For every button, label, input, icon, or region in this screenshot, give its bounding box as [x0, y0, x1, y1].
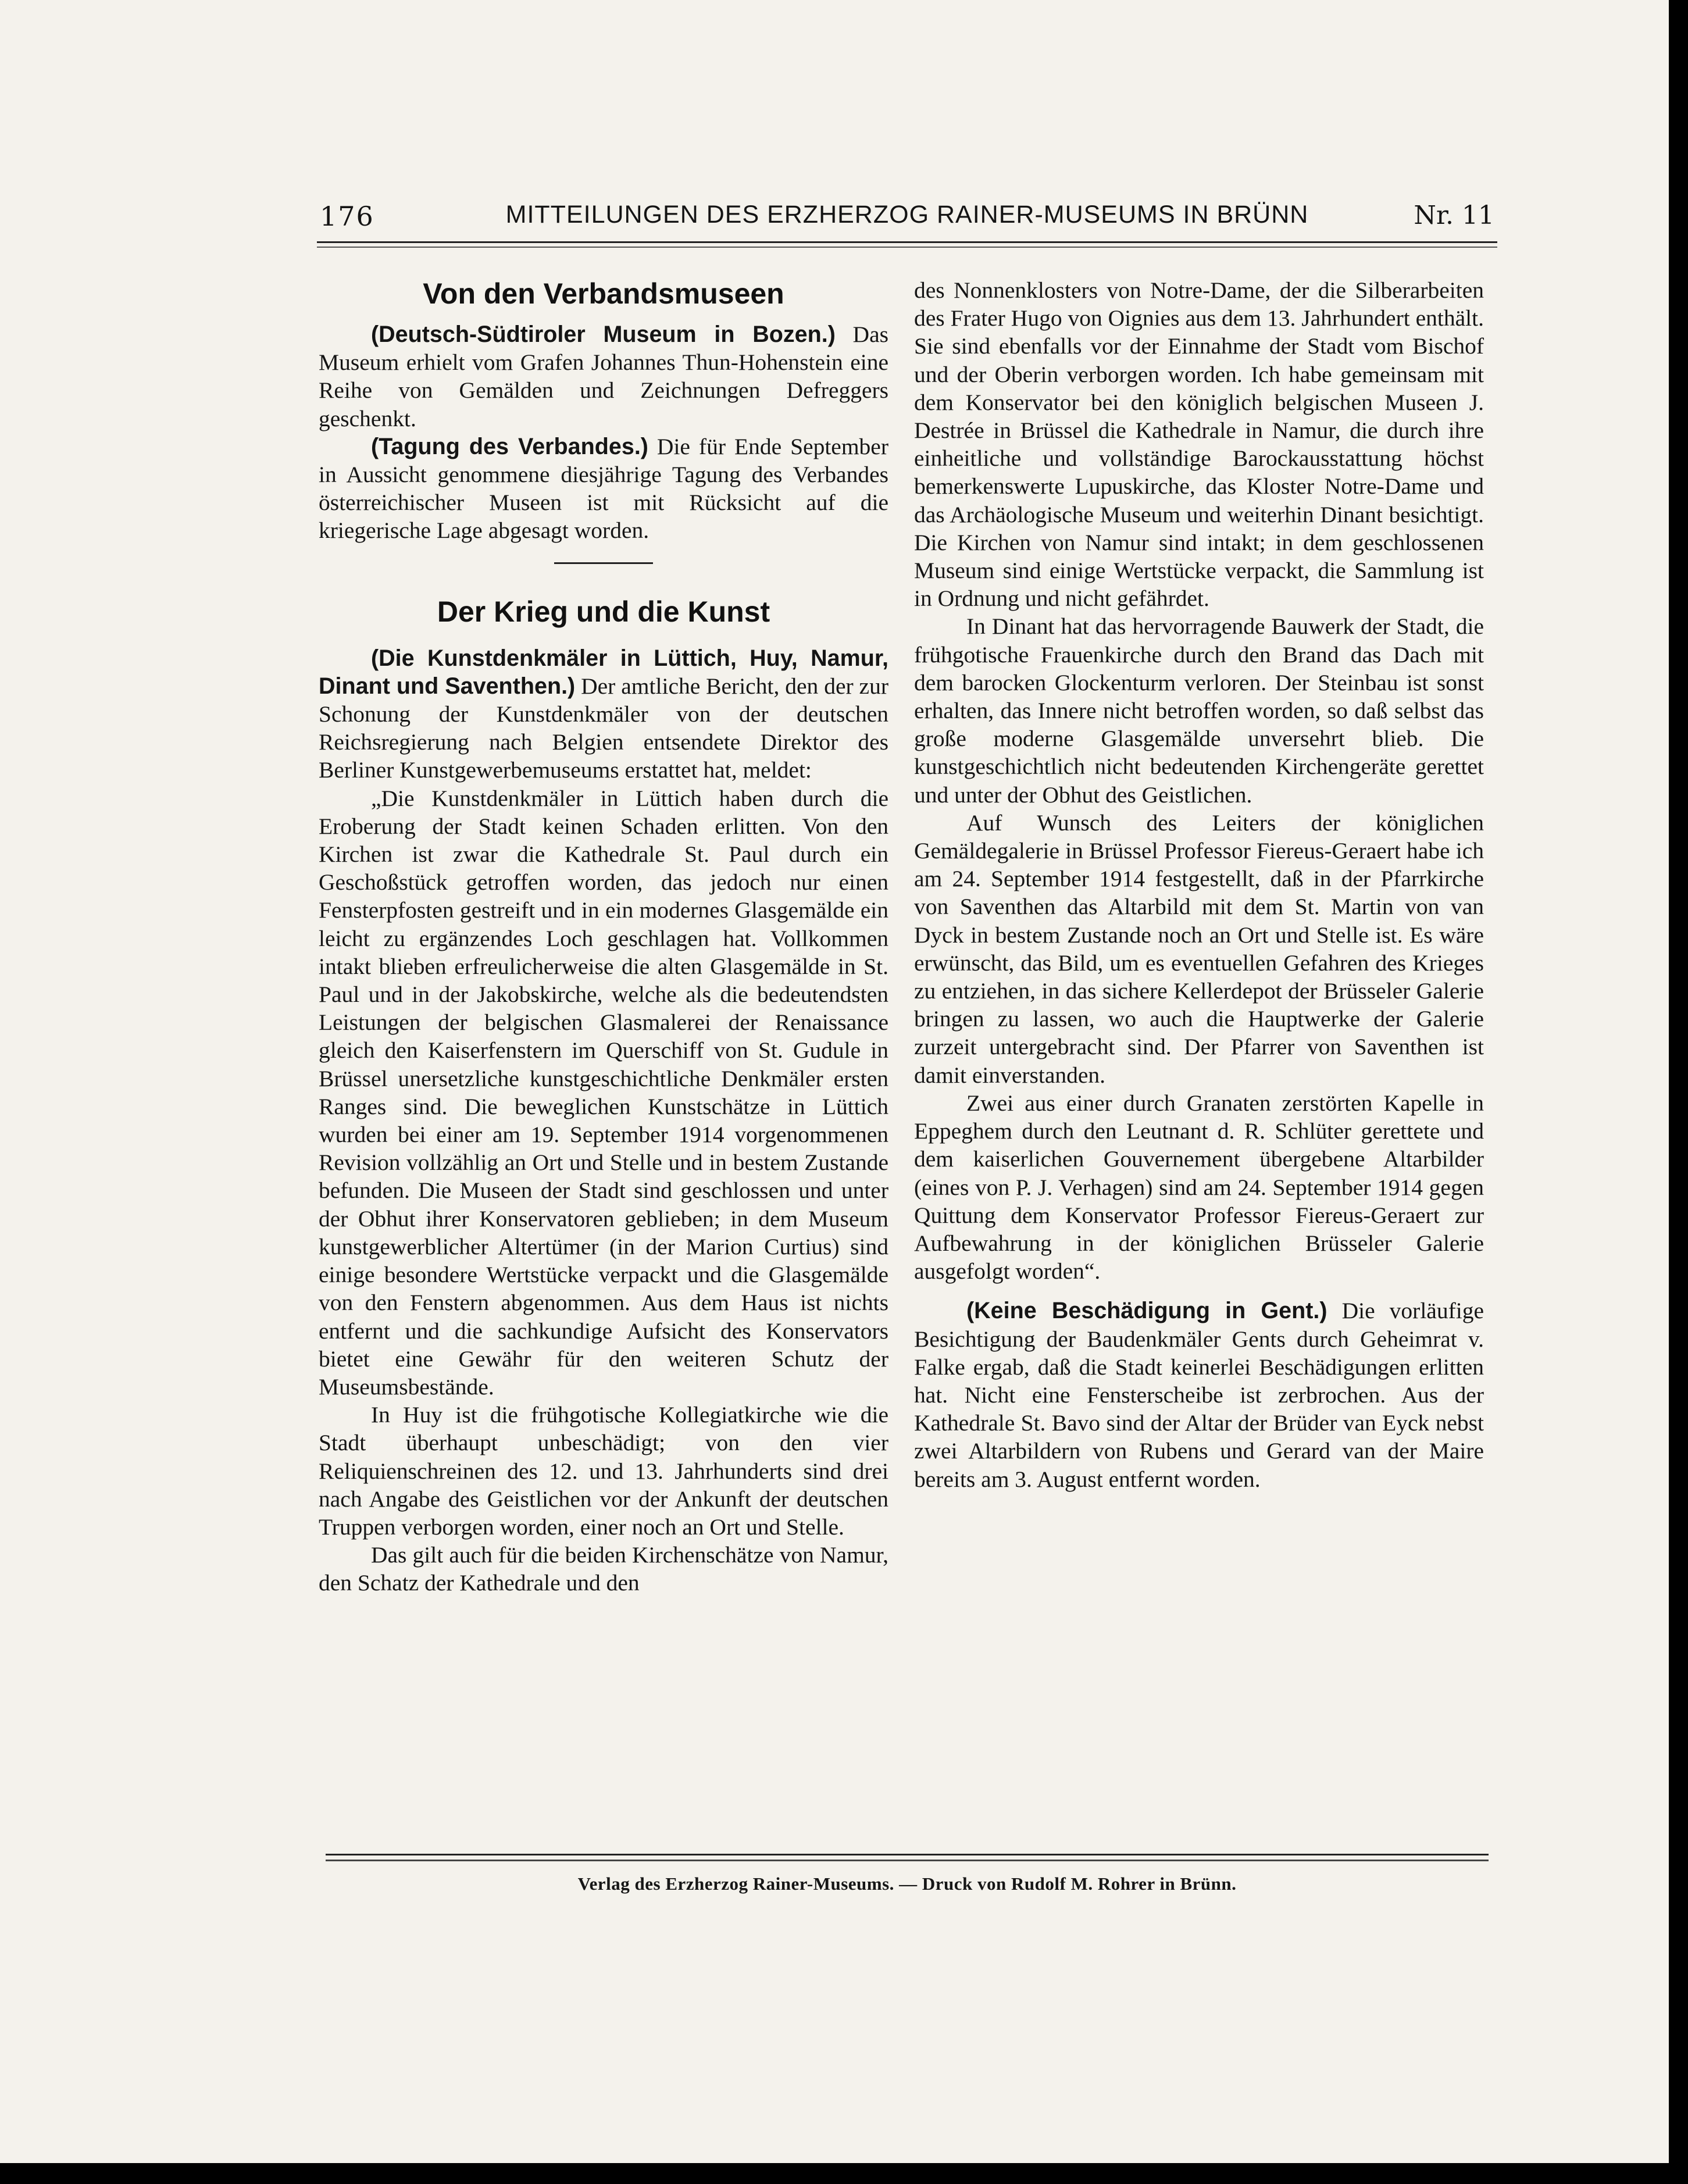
paragraph: In Huy ist die frühgotische Kollegiatkirche wie die Stadt überhaupt unbeschädigt; von den vier Reliquienschreinen des 12. und 13. Jahrhunderts sind drei nach Angabe des Geistlichen vor der Ankunft der deutschen Truppen verborgen worden, einer noch an Ort und Stelle.: [319, 1402, 888, 1540]
paragraph: (Tagung des Verbandes.) Die für Ende September in Aussicht genommene diesjährige Tagung des Verbandes österreichischer Museen ist mit Rücksicht auf die kriegerische Lage abgesagt worden.: [319, 433, 888, 544]
issue-number: Nr. 11: [1414, 201, 1494, 230]
page-number: 176: [320, 201, 374, 232]
running-header: [320, 201, 1494, 241]
imprint-footer: Verlag des Erzherzog Rainer-Museums. — Druck von Rudolf M. Rohrer in Brünn.: [577, 1873, 1237, 1894]
subheading: (Die Kunstdenkmäler in Lüttich, Huy, Namur, Dinant und Saventhen.): [319, 645, 888, 699]
paragraph: (Keine Beschädigung in Gent.) Die vorläufige Besichtigung der Baudenkmäler Gents durch Geheimrat v. Falke ergab, daß die Stadt keinerlei Beschädigungen erlitten hat. Nicht eine Fensterscheibe ist zerbrochen. Aus der Kathedrale St. Bavo sind der Altar der Brüder van Eyck nebst zwei Altarbildern von Rubens und Gerard van der Maire bereits am 3. August entfernt worden.: [914, 1298, 1484, 1492]
paragraph: (Deutsch-Südtiroler Museum in Bozen.) Das Museum erhielt vom Grafen Johannes Thun-Hohenstein eine Reihe von Gemälden und Zeichnungen Defreggers geschenkt.: [319, 322, 888, 431]
section-separator: [554, 562, 653, 564]
journal-title: MITTEILUNGEN DES ERZHERZOG RAINER-MUSEUMS IN BRÜNN: [505, 201, 1309, 229]
paragraph: des Nonnenklosters von Notre-Dame, der die Silberarbeiten des Frater Hugo von Oignies aus dem 13. Jahrhundert enthält. Sie sind ebenfalls vor der Einnahme der Stadt vom Bischof und der Oberin verborgen worden. Ich habe gemeinsam mit dem Konservator bei den königlich belgischen Museen J. Destrée in Brüssel die Kathedrale in Namur, die durch ihre einheitliche und vollständige Barockausstattung höchst bemerkenswerte Lupuskirche, das Kloster Notre-Dame und das Archäologische Museum und weiterhin Dinant besichtigt. Die Kirchen von Namur sind intakt; in dem geschlossenen Museum sind einige Wertstücke verpackt, die Sammlung ist in Ordnung und nicht gefährdet.: [914, 277, 1484, 612]
paragraph: „Die Kunstdenkmäler in Lüttich haben durch die Eroberung der Stadt keinen Schaden erlitten. Von den Kirchen ist zwar die Kathedrale St. Paul durch ein Geschoßstück getroffen worden, das jedoch nur einen Fensterpfosten gestreift und in ein modernes Glasgemälde ein leicht zu ergänzendes Loch geschlagen hat. Vollkommen intakt blieben erfreulicherweise die alten Glasgemälde in St. Paul und in der Jakobskirche, welche als die bedeutendsten Leistungen der belgischen Glasmalerei der Renaissance gleich den Kaiserfenstern im Querschiff von St. Gudule in Brüssel unersetzliche kunstgeschichtliche Denkmäler ersten Ranges sind. Die beweglichen Kunstschätze in Lüttich wurden bei einer am 19. September 1914 vorgenommenen Revision vollzählig an Ort und Stelle und in bestem Zustande befunden. Die Museen der Stadt sind geschlossen und unter der Obhut ihrer Konservatoren geblieben; in dem Museum kunstgewerblicher Altertümer (in der Marion Curtius) sind einige besondere Wertstücke verpackt und die Glasgemälde von den Fenstern abgenommen. Aus dem Haus ist nichts entfernt und die sachkundige Aufsicht des Konservators bietet eine Gewähr für den weiteren Schutz der Museumsbestände.: [319, 785, 888, 1400]
paragraph: Auf Wunsch des Leiters der königlichen Gemäldegalerie in Brüssel Professor Fiereus-Geraert habe ich am 24. September 1914 festgestellt, daß in der Pfarrkirche von Saventhen das Altarbild mit dem St. Martin von van Dyck in bestem Zustande noch an Ort und Stelle ist. Es wäre erwünscht, das Bild, um es eventuellen Gefahren des Krieges zu entziehen, in das sichere Kellerdepot der Brüsseler Galerie bringen zu lassen, wo auch die Hauptwerke der Galerie zurzeit untergebracht sind. Der Pfarrer von Saventhen ist damit einverstanden.: [914, 809, 1484, 1088]
right-column: [914, 276, 1484, 1800]
subheading: (Tagung des Verbandes.): [371, 433, 648, 459]
left-column: [319, 276, 888, 1800]
subheading: (Keine Beschädigung in Gent.): [966, 1298, 1327, 1324]
paragraph: (Die Kunstdenkmäler in Lüttich, Huy, Namur, Dinant und Saventhen.) Der amtliche Bericht, den der zur Schonung der Kunstdenkmäler von der deutschen Reichsregierung nach Belgien entsendete Direktor des Berliner Kunstgewerbemuseums erstattet hat, meldet:: [319, 645, 888, 783]
paragraph: In Dinant hat das hervorragende Bauwerk der Stadt, die frühgotische Frauenkirche durch den Brand das Dach mit dem barocken Glockenturm verloren. Der Steinbau ist sonst erhalten, das Innere nicht betroffen worden, so daß selbst das große moderne Glasgemälde unversehrt blieb. Die kunstgeschichtlich nicht bedeutenden Kirchengeräte gerettet und unter der Obhut des Geistlichen.: [914, 613, 1484, 808]
footer-rule: [326, 1854, 1489, 1861]
paragraph: Zwei aus einer durch Granaten zerstörten Kapelle in Eppeghem durch den Leutnant d. R. Schlüter gerettete und dem kaiserlichen Gouvernement übergebene Altarbilder (eines von P. J. Verhagen) sind am 24. September 1914 gegen Quittung dem Konservator Professor Fiereus-Geraert zur Aufbewahrung in der königlichen Brüsseler Galerie ausgefolgt worden“.: [914, 1090, 1484, 1284]
header-rule: [317, 241, 1497, 248]
section-heading-krieg-und-kunst: Der Krieg und die Kunst: [437, 595, 770, 628]
subheading: (Deutsch-Südtiroler Museum in Bozen.): [371, 322, 836, 347]
section-heading-verbandsmuseen: Von den Verbandsmuseen: [423, 277, 784, 310]
paragraph: Das gilt auch für die beiden Kirchenschätze von Namur, den Schatz der Kathedrale und den: [319, 1542, 888, 1596]
